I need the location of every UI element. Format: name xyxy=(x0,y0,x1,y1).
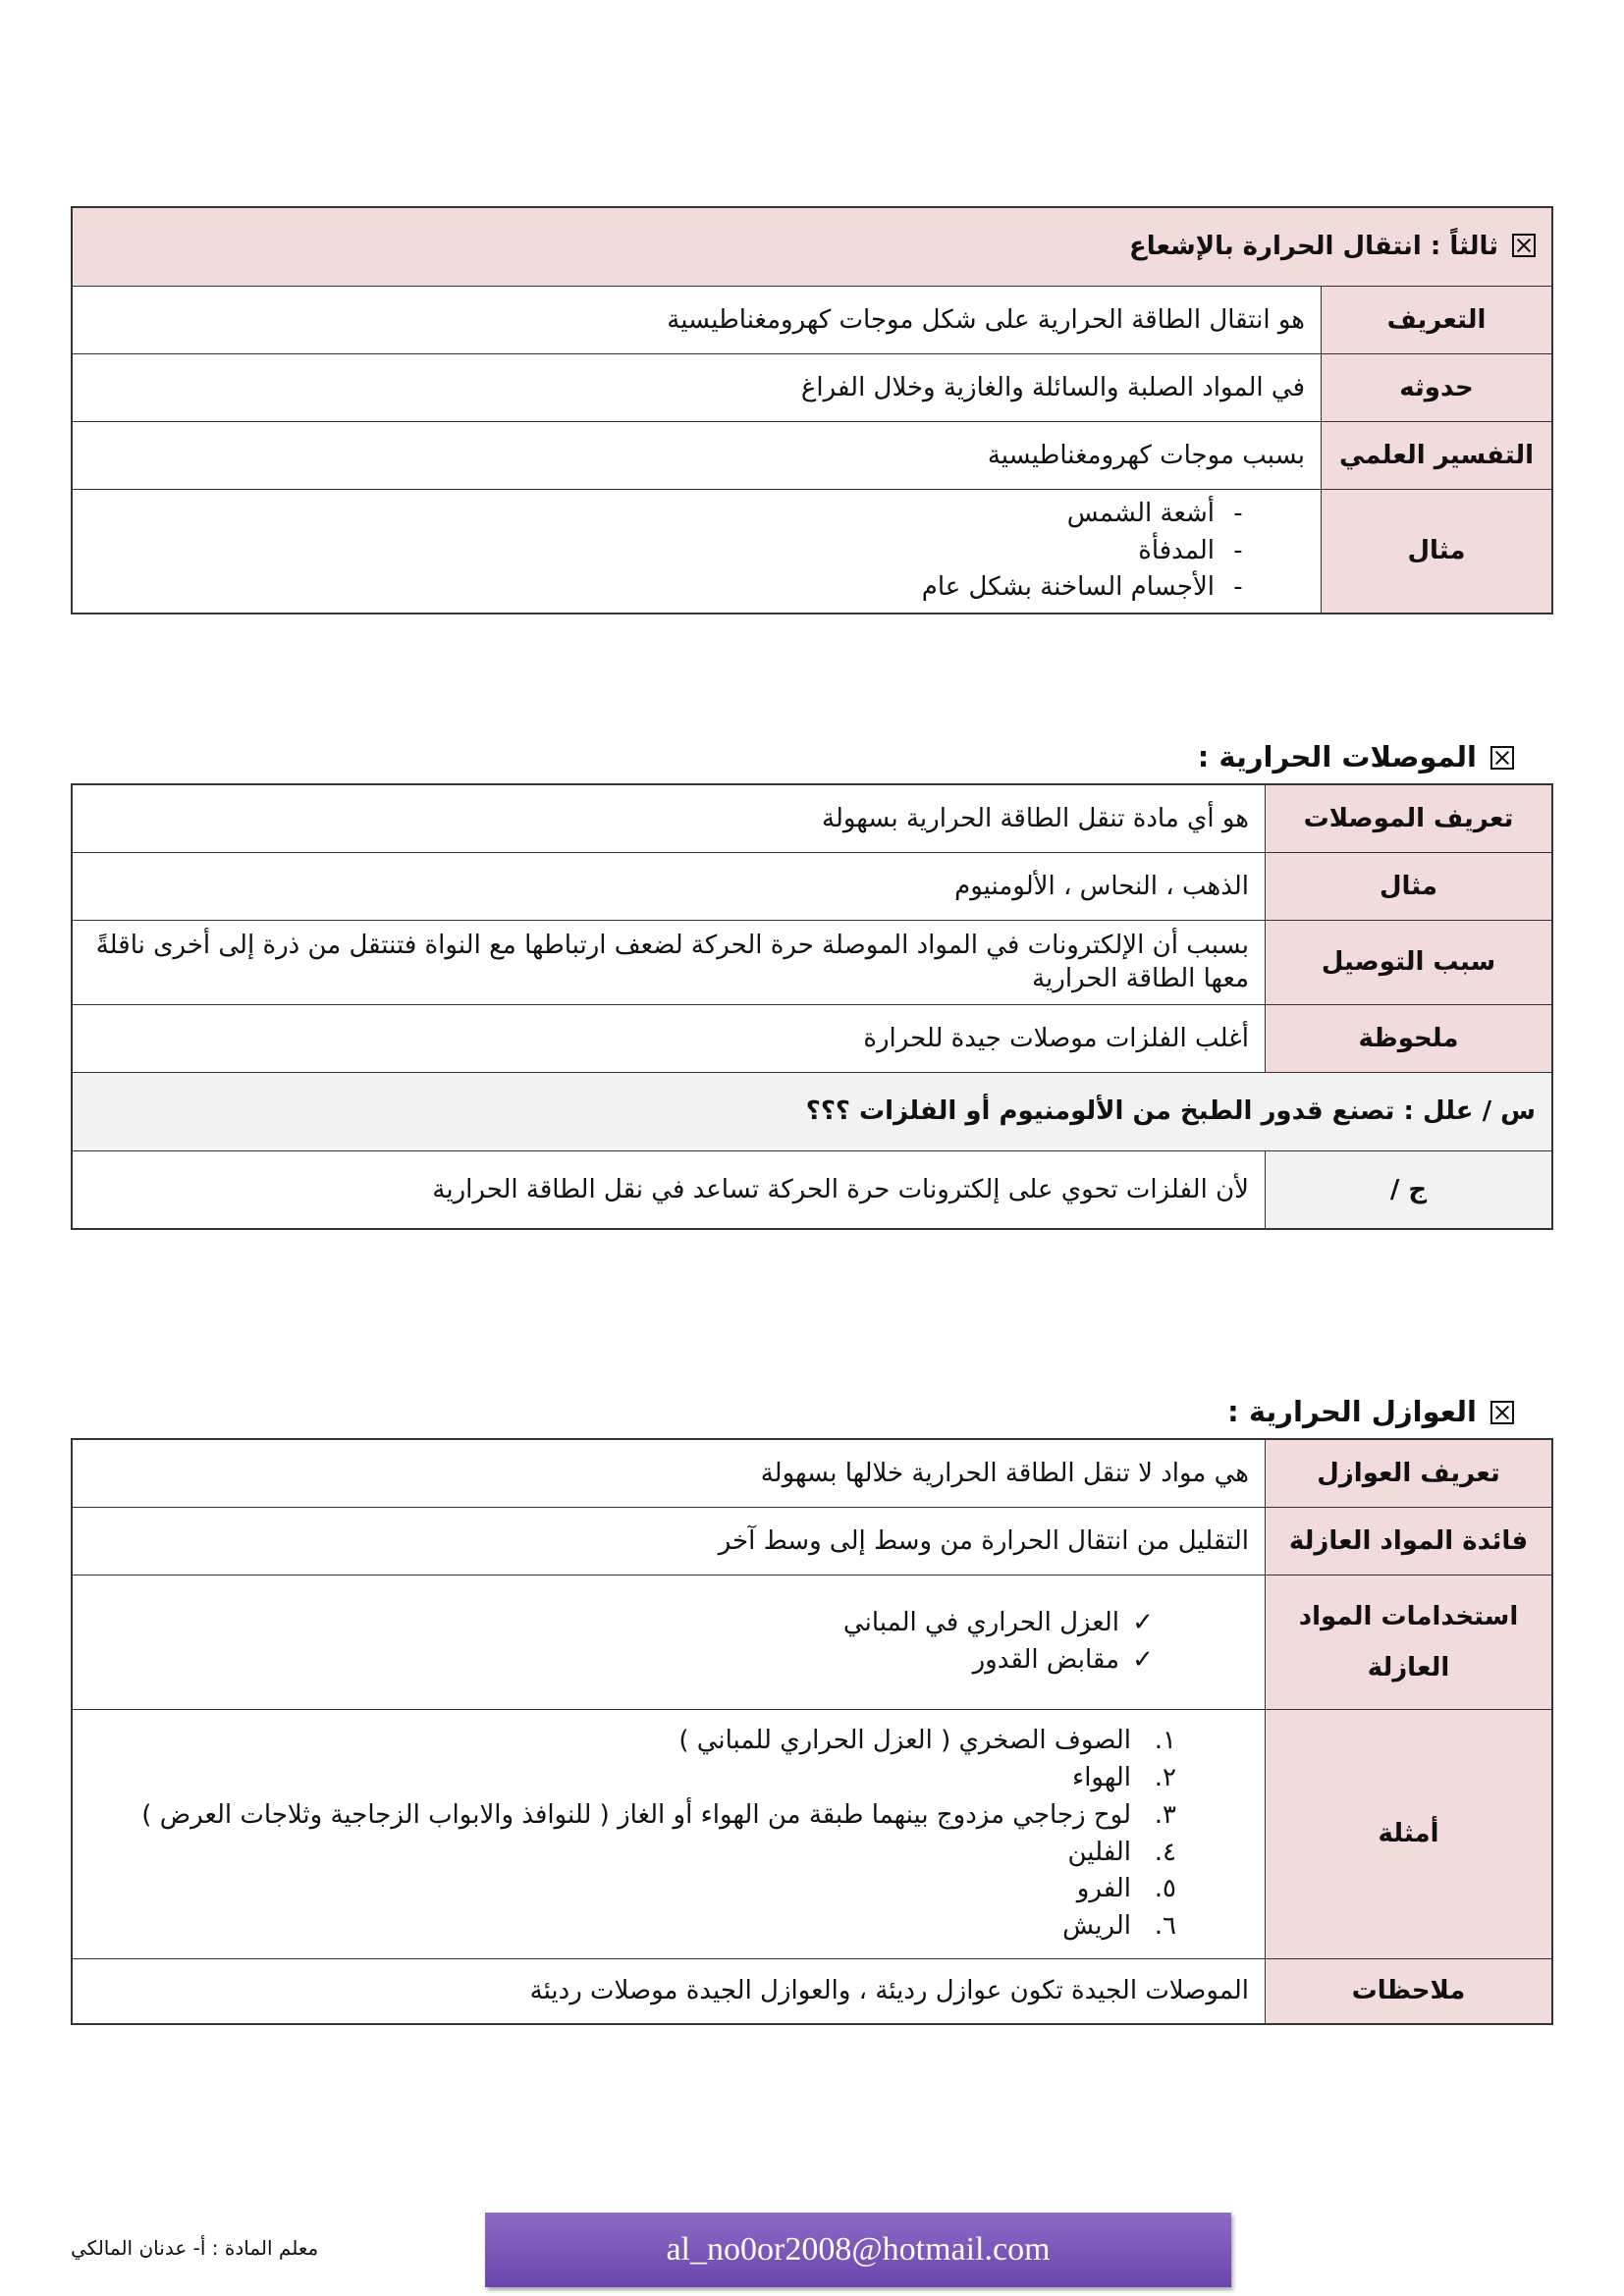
question-text: س / علل : تصنع قدور الطبخ من الألومنيوم أو الفلزات ؟؟؟ xyxy=(73,1073,1552,1151)
insulators-definition-value: هي مواد لا تنقل الطاقة الحرارية خلالها بسهولة xyxy=(73,1440,1266,1508)
list-item xyxy=(88,1605,1166,1642)
conductors-table xyxy=(71,783,1553,1230)
example-text: الريش xyxy=(1062,1910,1131,1941)
list-item xyxy=(88,1871,1176,1908)
occurrence-label: حدوثه xyxy=(1322,354,1552,422)
explanation-value: بسبب موجات كهرومغناطيسية xyxy=(73,422,1322,490)
author-email: al_no0or2008@hotmail.com xyxy=(485,2213,1231,2287)
list-item xyxy=(88,533,1262,570)
list-item xyxy=(88,1908,1176,1946)
insulators-uses-label: استخدامات المواد العازلة xyxy=(1266,1575,1552,1710)
examples-list xyxy=(88,496,1262,607)
uses-list xyxy=(88,1605,1216,1679)
radiation-heading-cell xyxy=(73,208,1552,287)
definition-value: هو انتقال الطاقة الحرارية على شكل موجات كهرومغناطيسية xyxy=(73,287,1322,354)
item-number: ٦. xyxy=(1154,1910,1176,1941)
example-text: الصوف الصخري ( العزل الحراري للمباني ) xyxy=(678,1726,1131,1756)
insulator-examples-list xyxy=(88,1723,1225,1945)
conductors-definition-value: هو أي مادة تنقل الطاقة الحرارية بسهولة xyxy=(73,785,1266,853)
conduction-reason-value: بسبب أن الإلكترونات في المواد الموصلة حرة الحركة لضعف ارتباطها مع النواة فتنتقل من ذرة إلى أخرى ناقلةً معها الطاقة الحرارية xyxy=(73,921,1266,1005)
check-icon: ✓ xyxy=(1132,1645,1154,1675)
dash-mark: - xyxy=(1233,535,1243,565)
example-text: الأجسام الساخنة بشكل عام xyxy=(921,572,1215,603)
item-number: ٥. xyxy=(1154,1874,1176,1904)
radiation-table xyxy=(71,206,1553,614)
conduction-reason-label: سبب التوصيل xyxy=(1266,921,1552,1005)
insulators-title: العوازل الحرارية : xyxy=(1227,1395,1514,1428)
insulators-table xyxy=(71,1438,1553,2025)
item-number: ٣. xyxy=(1154,1799,1176,1830)
list-item xyxy=(88,1723,1176,1760)
item-number: ٤. xyxy=(1154,1837,1176,1867)
dash-mark: - xyxy=(1233,572,1243,603)
conductors-title: الموصلات الحرارية : xyxy=(1198,740,1514,774)
example-text: الفرو xyxy=(1076,1874,1131,1904)
example-text: الفلين xyxy=(1067,1837,1131,1867)
note-value: أغلب الفلزات موصلات جيدة للحرارة xyxy=(73,1005,1266,1073)
insulators-examples-label: أمثلة xyxy=(1266,1710,1552,1959)
notes-label: ملاحظات xyxy=(1266,1959,1552,2024)
check-icon: ✓ xyxy=(1132,1608,1154,1638)
answer-label: ج / xyxy=(1266,1151,1552,1229)
conductors-example-value: الذهب ، النحاس ، الألومنيوم xyxy=(73,853,1266,921)
list-item xyxy=(88,496,1262,533)
use-text: العزل الحراري في المباني xyxy=(842,1608,1119,1638)
example-text: أشعة الشمس xyxy=(1066,498,1215,528)
checkbox-icon xyxy=(1490,746,1514,770)
teacher-credit: معلم المادة : أ- عدنان المالكي xyxy=(71,2236,319,2260)
insulators-benefit-label: فائدة المواد العازلة xyxy=(1266,1508,1552,1575)
insulators-benefit-value: التقليل من انتقال الحرارة من وسط إلى وسط آخر xyxy=(73,1508,1266,1575)
list-item xyxy=(88,1760,1176,1797)
example-text: المدفأة xyxy=(1138,535,1215,565)
checkbox-icon xyxy=(1490,1401,1514,1424)
dash-mark: - xyxy=(1233,498,1243,528)
list-item xyxy=(88,1797,1176,1835)
definition-label: التعريف xyxy=(1322,287,1552,354)
list-item xyxy=(88,1642,1166,1680)
uses-cell xyxy=(73,1575,1266,1710)
checkbox-icon xyxy=(1512,234,1536,257)
answer-text: لأن الفلزات تحوي على إلكترونات حرة الحركة تساعد في نقل الطاقة الحرارية xyxy=(73,1151,1266,1229)
occurrence-value: في المواد الصلبة والسائلة والغازية وخلال الفراغ xyxy=(73,354,1322,422)
example-text: لوح زجاجي مزدوج بينهما طبقة من الهواء أو الغاز ( للنوافذ والابواب الزجاجية وثلاجات العرض ) xyxy=(141,1799,1131,1830)
explanation-label: التفسير العلمي xyxy=(1322,422,1552,490)
list-item xyxy=(88,569,1262,607)
item-number: ٢. xyxy=(1154,1763,1176,1793)
note-label: ملحوظة xyxy=(1266,1005,1552,1073)
radiation-heading: ثالثاً : انتقال الحرارة بالإشعاع xyxy=(1128,232,1498,262)
list-item xyxy=(88,1835,1176,1872)
conductors-definition-label: تعريف الموصلات xyxy=(1266,785,1552,853)
examples-cell xyxy=(73,490,1322,614)
insulators-definition-label: تعريف العوازل xyxy=(1266,1440,1552,1508)
insulator-examples-cell xyxy=(73,1710,1266,1959)
example-label: مثال xyxy=(1322,490,1552,614)
example-text: الهواء xyxy=(1071,1763,1131,1793)
notes-value: الموصلات الجيدة تكون عوازل رديئة ، والعوازل الجيدة موصلات رديئة xyxy=(73,1959,1266,2024)
conductors-example-label: مثال xyxy=(1266,853,1552,921)
item-number: ١. xyxy=(1154,1726,1176,1756)
use-text: مقابض القدور xyxy=(972,1645,1119,1675)
